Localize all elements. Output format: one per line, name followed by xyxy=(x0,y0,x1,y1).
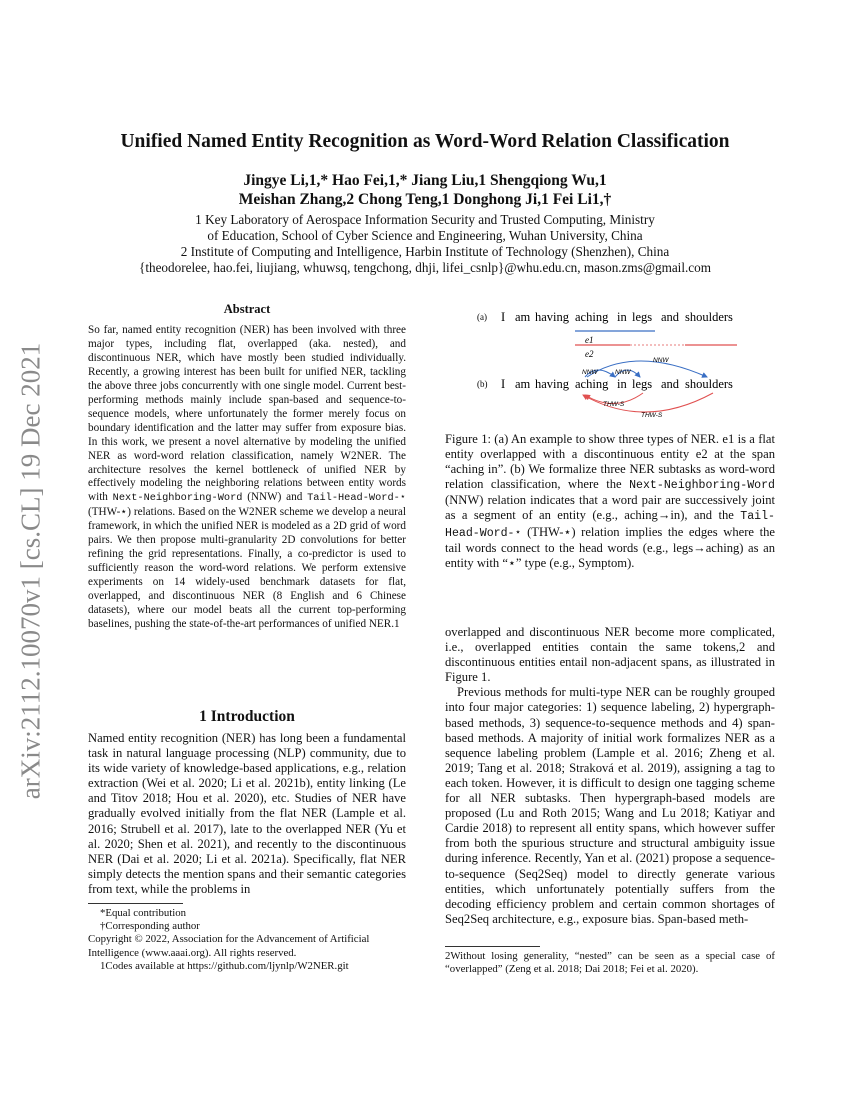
abstract-text-2: (NNW) and xyxy=(247,491,303,504)
word-b-3: aching xyxy=(575,377,609,391)
word-b-1: am xyxy=(515,377,531,391)
word-b-6: and xyxy=(661,377,680,391)
word-b-4: in xyxy=(617,377,627,391)
word-a-2: having xyxy=(535,310,570,324)
figure-1 xyxy=(445,305,775,425)
word-a-1: am xyxy=(515,310,531,324)
caption-text-2: (NNW) relation indicates that a word pair are successively joint as a segment of an entity (e.g., aching→in), and the xyxy=(445,493,775,523)
word-a-4: in xyxy=(617,310,627,324)
right-paragraph-2: Previous methods for multi-type NER can be roughly grouped into four major categories: 1) sequence labeling, 2) hypergraph-based methods, 3) sequence-to-sequence methods and 4) span-based methods. A majority of initial work formalizes NER as a sequence labeling problem (Lample et al. 2016; Zheng et al. 2019; Tang et al. 2018; Straková et al. 2019), assigning a tag to each token. However, it is difficult to design one tagging scheme for all NER subtasks. Then hypergraph-based models are proposed (Lu and Roth 2015; Wang and Lu 2018; Katiyar and Cardie 2018) to represent all entity spans, which however suffer from both the spurious structure and structural ambiguity issue during inference. Recently, Yan et al. (2021) propose a sequence-to-sequence (Seq2Seq) model to directly generate various entities, which unfortunately potentially suffers from the decoding efficiency problem and certain common shortages of Seq2Seq architecture, e.g., exposure bias. Span-based meth- xyxy=(445,685,775,926)
author-line-2: Meishan Zhang,2 Chong Teng,1 Donghong Ji,1 Fei Li1,† xyxy=(238,191,612,208)
nnw-arc-3 xyxy=(587,361,707,377)
section-heading-introduction: 1 Introduction xyxy=(199,708,295,725)
word-a-7: shoulders xyxy=(685,310,733,324)
abstract-thw-term: Tail-Head-Word-⋆ xyxy=(307,492,406,505)
word-b-5: legs xyxy=(632,377,653,391)
sentence-b xyxy=(501,377,733,391)
affiliation-line-2: of Education, School of Cyber Science and Engineering, Wuhan University, China xyxy=(207,228,643,243)
author-list xyxy=(0,171,850,209)
footnote-divider-right xyxy=(445,946,540,947)
affiliation-emails: {theodorelee, hao.fei, liujiang, whuwsq, tengchong, dhji, lifei_csnlp}@whu.edu.cn, mason.zms@gmail.com xyxy=(138,260,712,275)
footnote-code-link: 1Codes available at https://github.com/ljynlp/W2NER.git xyxy=(100,959,349,972)
word-a-5: legs xyxy=(632,310,653,324)
e1-label: e1 xyxy=(585,335,594,345)
footnote-corresponding-author: †Corresponding author xyxy=(100,920,200,933)
introduction-body xyxy=(88,731,406,897)
affiliation-line-3: 2 Institute of Computing and Intelligence, Harbin Institute of Technology (Shenzhen), China xyxy=(180,244,670,259)
thw-label-2: THW-S xyxy=(641,412,663,419)
word-a-0: I xyxy=(501,310,506,324)
footnotes-left xyxy=(88,907,406,973)
right-paragraph-1: overlapped and discontinuous NER become more complicated, i.e., overlapped entities contain the same tokens,2 and discontinuous entities entail non-adjacent spans, as illustrated in Figure 1. xyxy=(445,625,775,685)
caption-nnw-term: Next-Neighboring-Word xyxy=(629,479,775,493)
affiliations xyxy=(0,212,850,276)
intro-paragraph: Named entity recognition (NER) has long been a fundamental task in natural language processing (NLP) community, due to its wide variety of knowledge-based applications, e.g., relation extraction (Wei et al. 2020; Li et al. 2021b), entity linking (Le and Titov 2018; Hou et al. 2020), etc. Studies of NER have gradually evolved initially from the flat NER (Lample et al. 2016; Strubell et al. 2017), late to the overlapped NER (Yu et al. 2020; Shen et al. 2021), and recently to the discontinuous NER (Dai et al. 2020; Li et al. 2021a). Specifically, flat NER simply detects the mention spans and their semantic categories from text, while the problems in xyxy=(88,731,406,896)
abstract-text-1: So far, named entity recognition (NER) has been involved with three major types, including flat, overlapped (aka. nested), and discontinuous NER, which have mostly been studied individually. Recently, a growing interest has been built for unified NER, tackling the above three jobs concurrently with one single model. Current best-performing methods mainly include span-based and sequence-to-sequence models, where unfortunately the former merely focus on boundary identification and the latter may suffer from exposure bias. In this work, we present a novel alternative by modeling the unified NER as word-word relation classification, namely W2NER. The architecture resolves the kernel bottleneck of unified NER by effectively modeling the neighboring relations between entity words with xyxy=(88,324,406,504)
abstract-text-3: (THW-⋆) relations. Based on the W2NER scheme we develop a neural framework, in which the unified NER is modeled as a 2D grid of word pairs. We then propose multi-granularity 2D convolutions for better refining the grid representations. Finally, a co-predictor is used to sufficiently reason the word-word relations. We perform extensive experiments on 14 widely-used benchmark datasets for flat, overlapped, and discontinuous NER (8 English and 6 Chinese datasets), where our model beats all the current top-performing baselines, pushing the state-of-the-art performances of unified NER.1 xyxy=(88,506,406,631)
arxiv-stamp xyxy=(9,306,53,836)
footnote-nested-overlap: 2Without losing generality, “nested” can be seen as a special case of “overlapped” (Zeng et al. 2018; Dai 2018; Fei et al. 2020). xyxy=(445,950,775,976)
e2-label: e2 xyxy=(585,349,594,359)
word-b-2: having xyxy=(535,377,570,391)
thw-label-1: THW-S xyxy=(603,401,625,408)
author-line-1: Jingye Li,1,* Hao Fei,1,* Jiang Liu,1 Shengqiong Wu,1 xyxy=(243,172,607,189)
abstract-heading: Abstract xyxy=(223,302,271,316)
figure-label-b: (b) xyxy=(477,379,488,389)
copyright-notice: Copyright © 2022, Association for the Advancement of Artificial Intelligence (www.aaai.org). All rights reserved. xyxy=(88,933,370,959)
affiliation-line-1: 1 Key Laboratory of Aerospace Information Security and Trusted Computing, Ministry xyxy=(195,212,655,227)
caption-text-1: Figure 1: (a) An example to show three types of NER. e1 is a flat entity overlapped with a discontinuous entity e2 at the span “aching in”. (b) We formalize three NER subtasks as word-word relation classification, where the xyxy=(445,432,775,492)
word-a-6: and xyxy=(661,310,680,324)
right-column-body xyxy=(445,625,775,927)
nnw-label-2: NNW xyxy=(615,369,631,376)
arxiv-stamp-text: arXiv:2112.10070v1 [cs.CL] 19 Dec 2021 xyxy=(15,342,46,800)
word-a-3: aching xyxy=(575,310,609,324)
paper-title: Unified Named Entity Recognition as Word-Word Relation Classification xyxy=(120,131,730,152)
nnw-label-3: NNW xyxy=(653,357,669,364)
figure-1-caption xyxy=(445,432,775,571)
abstract-nnw-term: Next-Neighboring-Word xyxy=(112,492,243,505)
nnw-label-1: NNW xyxy=(582,369,598,376)
footnote-divider-left xyxy=(88,903,183,904)
sentence-a xyxy=(501,310,733,324)
caption-thw-term: Tail-Head-Word-⋆ xyxy=(445,510,775,540)
figure-label-a: (a) xyxy=(477,312,487,322)
footnote-equal-contribution: *Equal contribution xyxy=(100,907,187,919)
word-b-0: I xyxy=(501,377,506,391)
caption-text-3: (THW-⋆) relation implies the edges where the tail words connect to the head words (e.g., legs→aching) as an entity with “⋆” type (e.g., Symptom). xyxy=(445,524,775,570)
word-b-7: shoulders xyxy=(685,377,733,391)
abstract-body xyxy=(88,324,406,632)
